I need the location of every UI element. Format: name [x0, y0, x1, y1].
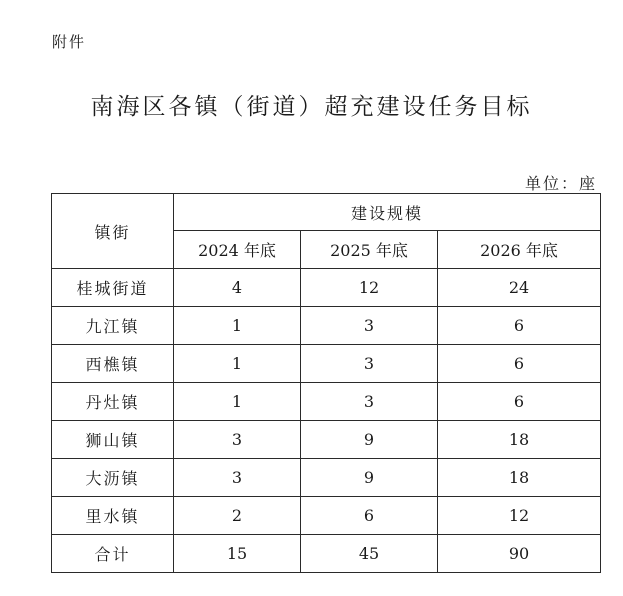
value-2024-cell: 1: [174, 345, 301, 383]
value-2024-cell: 1: [174, 307, 301, 345]
total-2024-cell: 15: [174, 535, 301, 573]
attachment-label: 附件: [52, 33, 87, 51]
value-2025-cell: 3: [301, 383, 438, 421]
value-2026-cell: 12: [438, 497, 601, 535]
town-name-cell: 大沥镇: [52, 459, 174, 497]
table-row: [52, 421, 601, 459]
targets-table: [51, 193, 601, 573]
column-header-2024: 2024 年底: [174, 231, 301, 269]
total-2026-cell: 90: [438, 535, 601, 573]
value-2025-cell: 3: [301, 345, 438, 383]
table-row: [52, 383, 601, 421]
table-row: [52, 269, 601, 307]
town-name-cell: 丹灶镇: [52, 383, 174, 421]
value-2026-cell: 18: [438, 459, 601, 497]
value-2025-cell: 6: [301, 497, 438, 535]
town-name-cell: 狮山镇: [52, 421, 174, 459]
document-title: 南海区各镇（街道）超充建设任务目标: [90, 94, 533, 120]
table-row: [52, 307, 601, 345]
value-2025-cell: 12: [301, 269, 438, 307]
value-2025-cell: 9: [301, 459, 438, 497]
value-2026-cell: 6: [438, 383, 601, 421]
value-2026-cell: 24: [438, 269, 601, 307]
town-name-cell: 九江镇: [52, 307, 174, 345]
total-row: [52, 535, 601, 573]
table-row: [52, 345, 601, 383]
table-row: [52, 459, 601, 497]
town-name-cell: 桂城街道: [52, 269, 174, 307]
value-2024-cell: 2: [174, 497, 301, 535]
column-group-header-scale: 建设规模: [174, 194, 601, 231]
column-header-2026: 2026 年底: [438, 231, 601, 269]
column-header-town: 镇街: [52, 194, 174, 269]
total-label-cell: 合计: [52, 535, 174, 573]
value-2026-cell: 6: [438, 345, 601, 383]
table-row: [52, 497, 601, 535]
value-2025-cell: 9: [301, 421, 438, 459]
value-2024-cell: 3: [174, 421, 301, 459]
value-2024-cell: 3: [174, 459, 301, 497]
table-header-row: [52, 194, 601, 231]
value-2025-cell: 3: [301, 307, 438, 345]
value-2026-cell: 18: [438, 421, 601, 459]
value-2024-cell: 4: [174, 269, 301, 307]
value-2026-cell: 6: [438, 307, 601, 345]
column-header-2025: 2025 年底: [301, 231, 438, 269]
unit-label: 单位：座: [524, 174, 597, 193]
town-name-cell: 西樵镇: [52, 345, 174, 383]
value-2024-cell: 1: [174, 383, 301, 421]
total-2025-cell: 45: [301, 535, 438, 573]
town-name-cell: 里水镇: [52, 497, 174, 535]
